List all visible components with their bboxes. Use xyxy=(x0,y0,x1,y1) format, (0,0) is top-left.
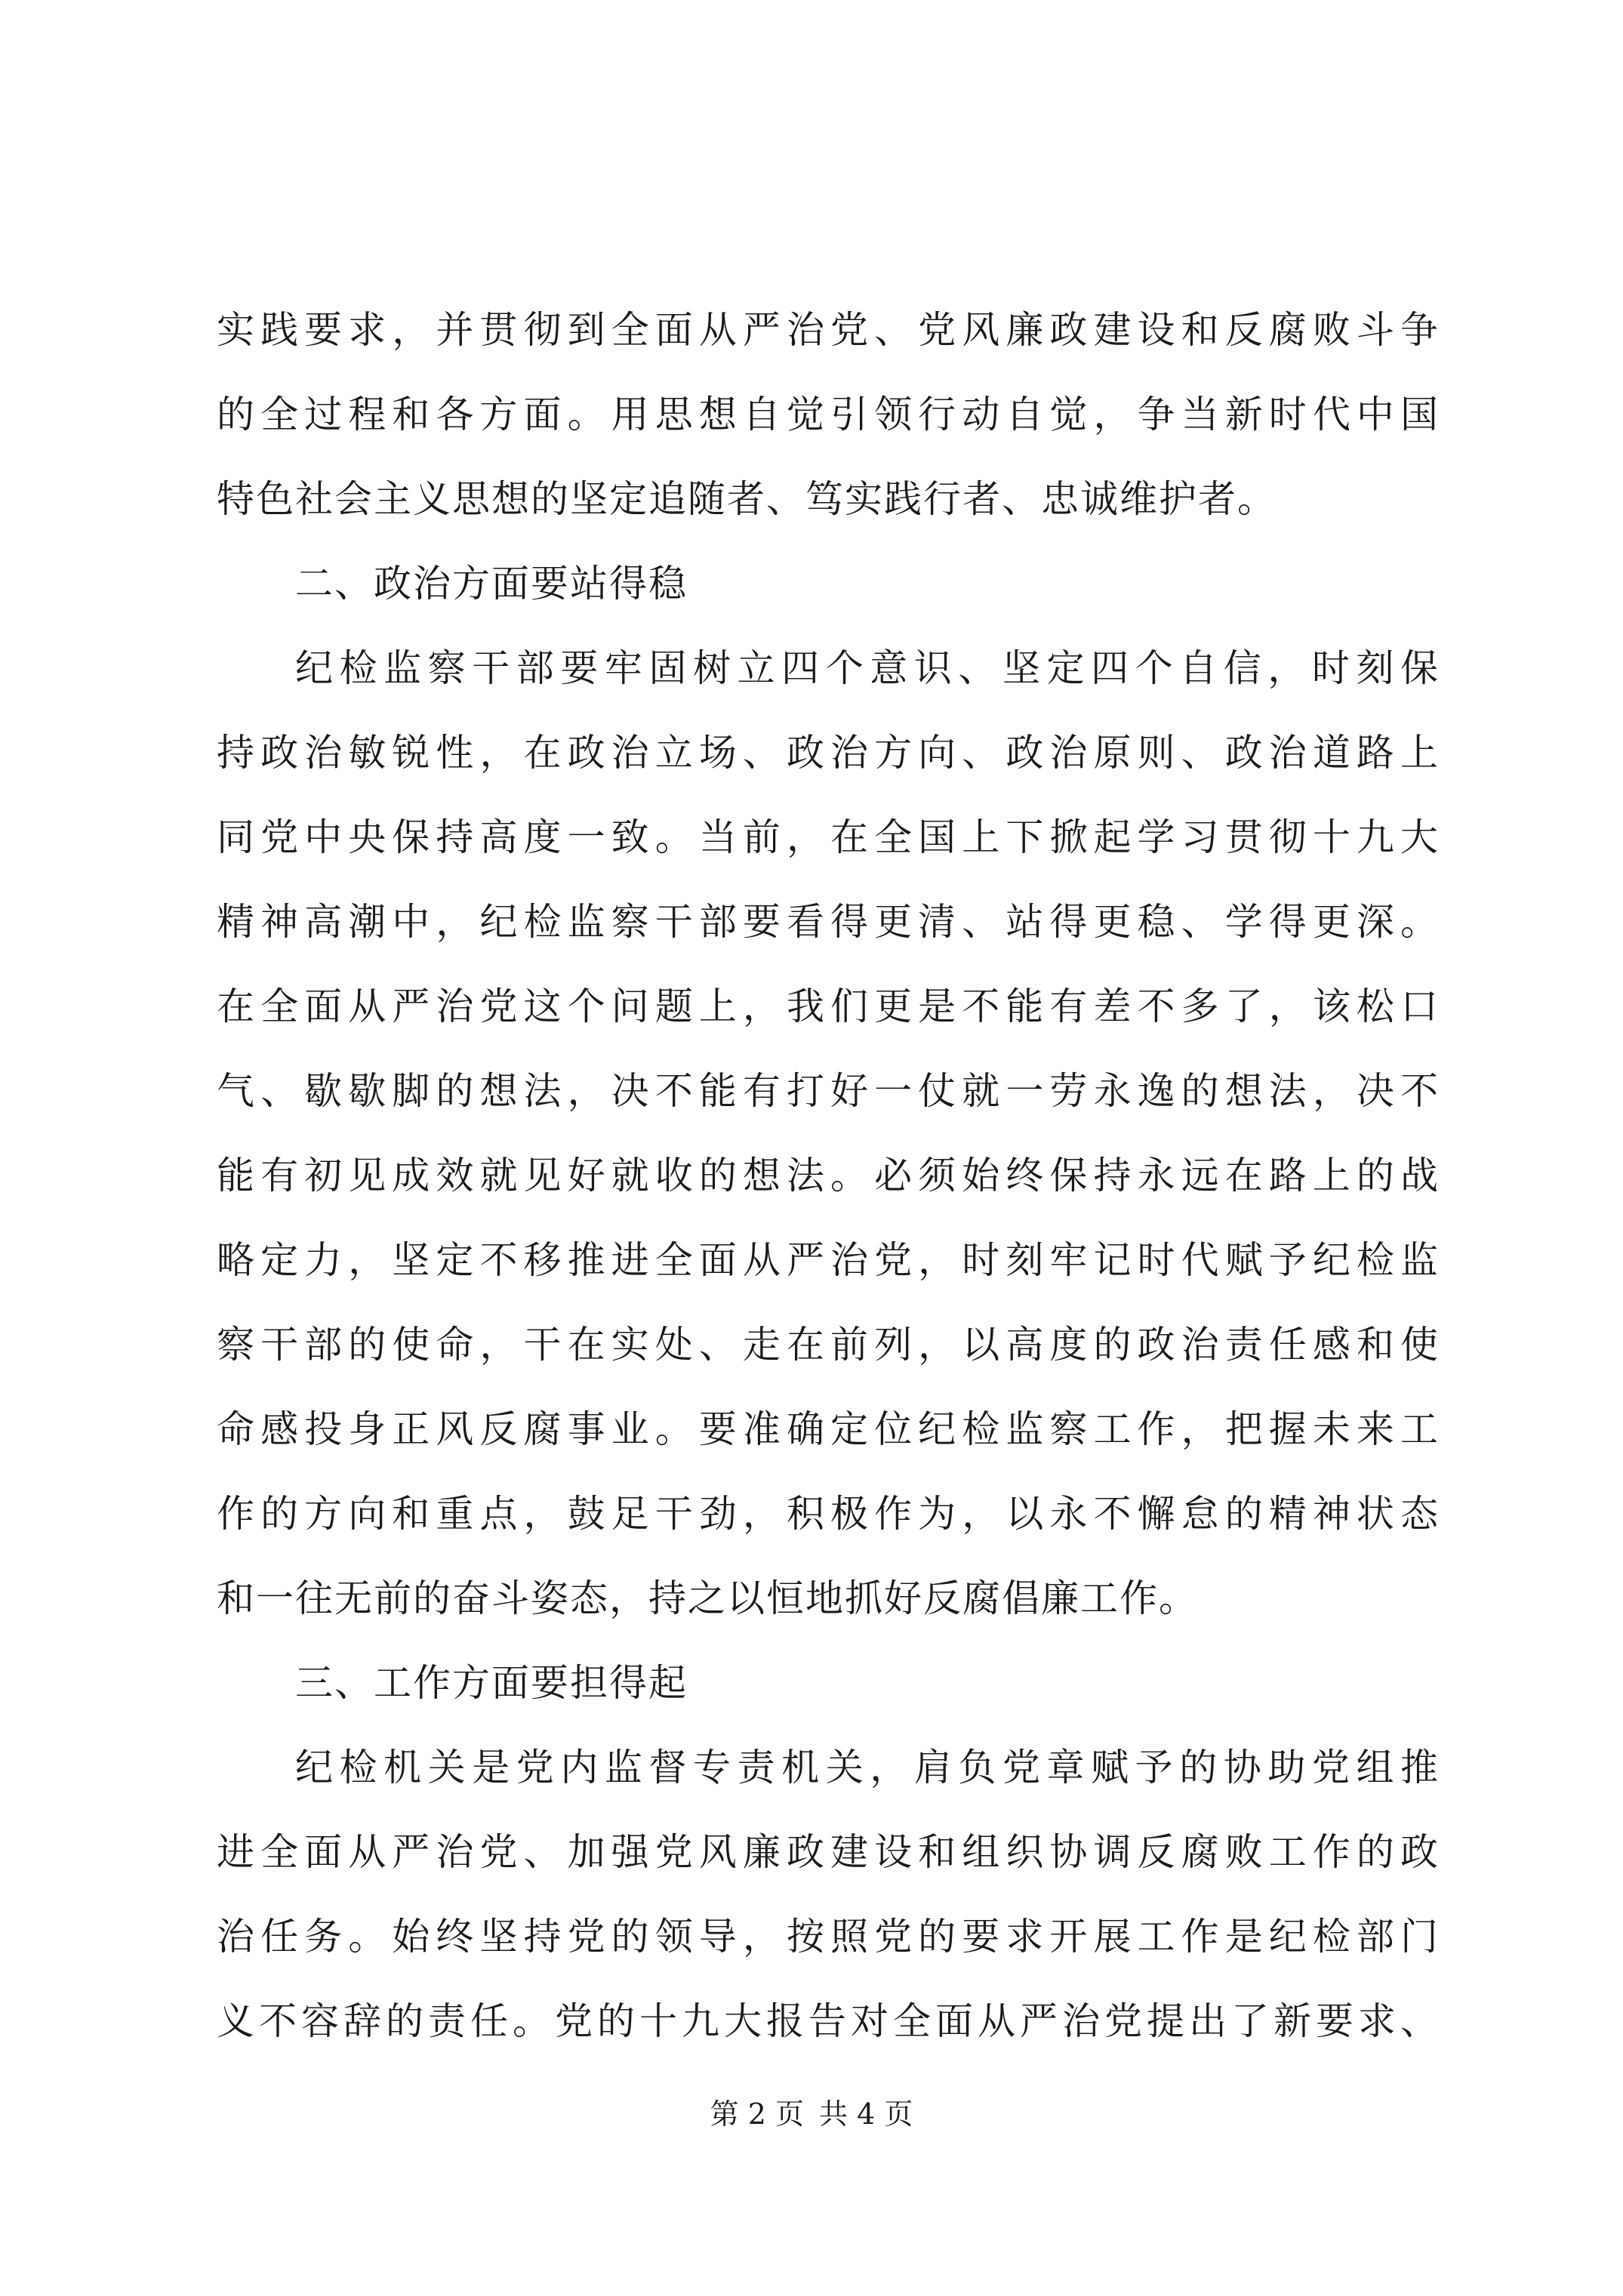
text-line: 精神高潮中，纪检监察干部要看得更清、站得更稳、学得更深。 xyxy=(217,900,1440,944)
text-line: 实践要求，并贯彻到全面从严治党、党风廉政建设和反腐败斗争 xyxy=(217,308,1440,352)
text-line: 义不容辞的责任。党的十九大报告对全面从严治党提出了新要求、 xyxy=(217,1999,1440,2043)
text-line: 特色社会主义思想的坚定追随者、笃实践行者、忠诚维护者。 xyxy=(217,477,1277,521)
text-line: 命感投身正风反腐事业。要准确定位纪检监察工作，把握未来工 xyxy=(217,1407,1440,1451)
text-line: 纪检监察干部要牢固树立四个意识、坚定四个自信，时刻保 xyxy=(295,646,1440,690)
section-heading: 二、政治方面要站得稳 xyxy=(295,562,688,606)
text-line: 进全面从严治党、加强党风廉政建设和组织协调反腐败工作的政 xyxy=(217,1830,1440,1874)
text-line: 察干部的使命，干在实处、走在前列，以高度的政治责任感和使 xyxy=(217,1323,1440,1367)
text-line: 和一往无前的奋斗姿态，持之以恒地抓好反腐倡廉工作。 xyxy=(217,1576,1198,1620)
text-line: 能有初见成效就见好就收的想法。必须始终保持永远在路上的战 xyxy=(217,1154,1440,1197)
page-footer xyxy=(0,2096,1623,2132)
page-number: 第 2 页 xyxy=(710,2097,804,2131)
text-line: 在全面从严治党这个问题上，我们更是不能有差不多了，该松口 xyxy=(217,985,1440,1028)
text-line: 作的方向和重点，鼓足干劲，积极作为，以永不懈怠的精神状态 xyxy=(217,1492,1440,1536)
text-line: 气、歇歇脚的想法，决不能有打好一仗就一劳永逸的想法，决不 xyxy=(217,1069,1440,1113)
page-total: 共 4 页 xyxy=(819,2097,913,2131)
text-line: 略定力，坚定不移推进全面从严治党，时刻牢记时代赋予纪检监 xyxy=(217,1238,1440,1282)
text-line: 持政治敏锐性，在政治立场、政治方向、政治原则、政治道路上 xyxy=(217,731,1440,775)
text-line: 治任务。始终坚持党的领导，按照党的要求开展工作是纪检部门 xyxy=(217,1915,1440,1959)
text-line: 同党中央保持高度一致。当前，在全国上下掀起学习贯彻十九大 xyxy=(217,815,1440,859)
text-line: 的全过程和各方面。用思想自觉引领行动自觉，争当新时代中国 xyxy=(217,393,1440,436)
section-heading: 三、工作方面要担得起 xyxy=(295,1661,688,1705)
text-line: 纪检机关是党内监督专责机关，肩负党章赋予的协助党组推 xyxy=(295,1746,1440,1789)
